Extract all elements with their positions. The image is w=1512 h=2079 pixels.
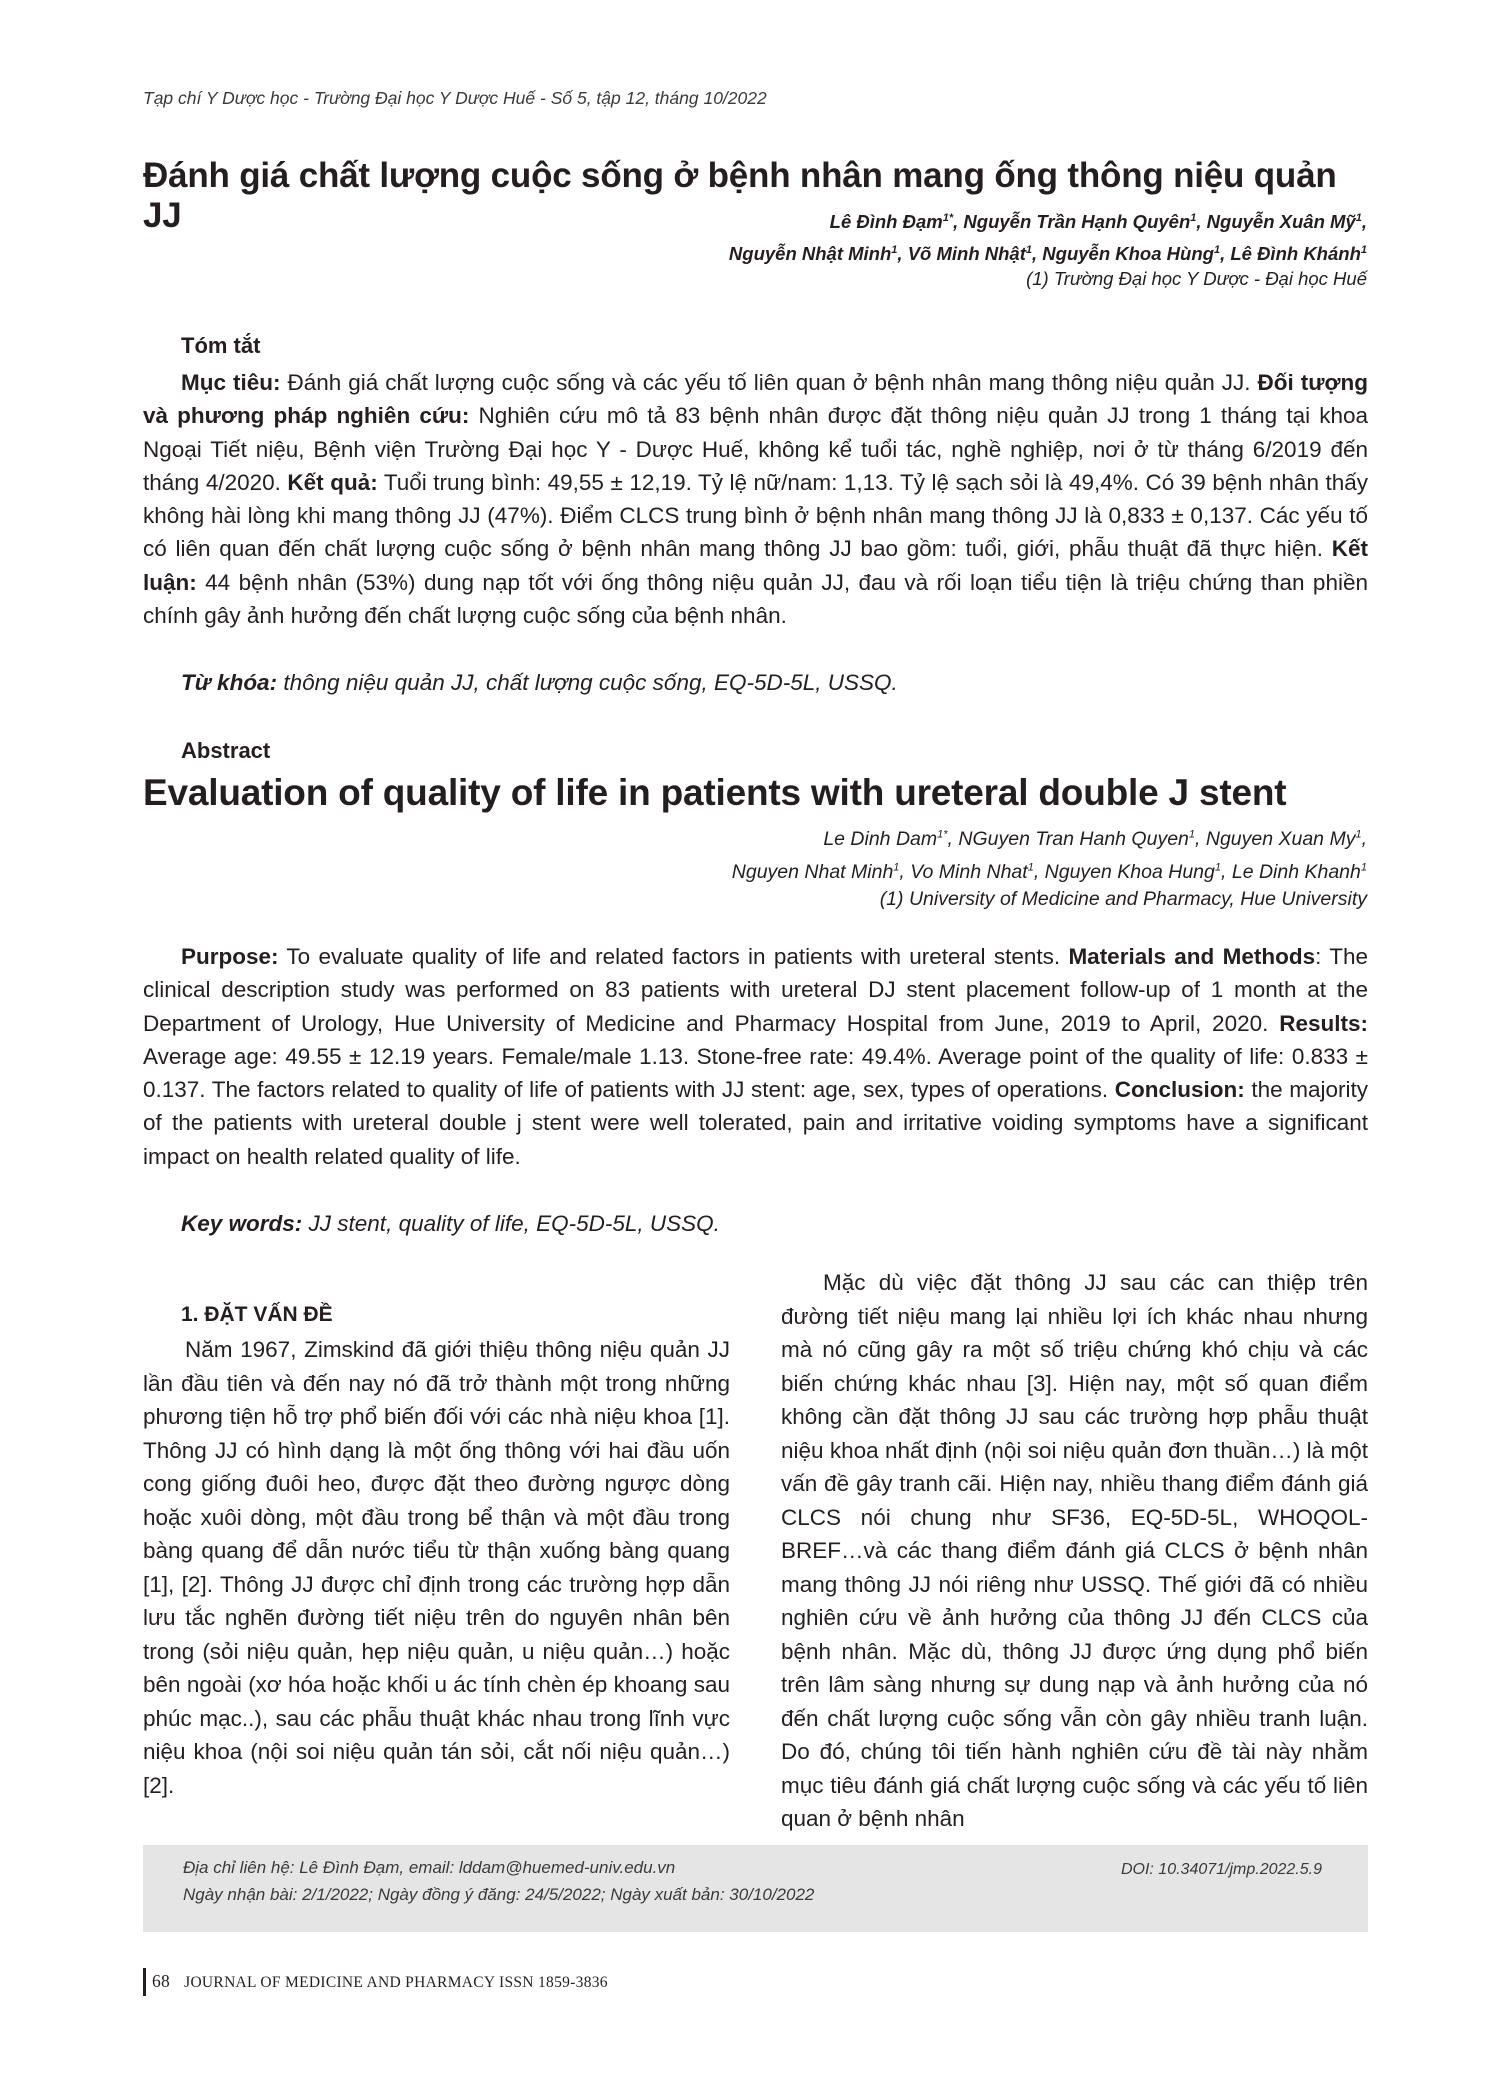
vietnamese-title: Đánh giá chất lượng cuộc sống ở bệnh nhân mang ống thông niệu quản JJ [143,156,1337,235]
vietnamese-abstract [143,366,1368,632]
author-khanh: Lê Đình Khánh$^1$ [1230,243,1367,265]
en-author-quyen: NGuyen Tran Hanh Quyen$^1$ [958,827,1196,850]
en-author-hung: Nguyen Khoa Hung$^1$ [1044,860,1221,883]
results-text: Tuổi trung bình: 49,55 ± 12,19. Tỷ lệ nữ/nam: 1,13. Tỷ lệ sạch sỏi là 49,4%. Có 39 bệnh nhân thấy không hài lòng khi mang thông JJ (47%). Điểm CLCS trung bình ở bệnh nhân mang thông JJ là 0,833 ± 0,137. Các yếu tố có liên quan đến chất lượng cuộc sống ở bệnh nhân mang thông JJ bao gồm: tuổi, giới, phẫu thuật đã thực hiện. [143,469,1368,562]
en-results-text: Average age: 49.55 ± 12.19 years. Female/male 1.13. Stone-free rate: 49.4%. Average point of the quality of life: 0.833 ± 0.137. The factors related to quality of life of patients with JJ stent: age, sex, types of operations. [143,1043,1368,1103]
en-author-dam: Le Dinh Dam$^{1*}$ [823,827,948,850]
page-footer [152,1971,608,1992]
vi-keywords-label: Từ khóa: [181,670,278,695]
vi-authors-line1: Lê Đình Đạm$^{1*}$, Nguyễn Trần Hạnh Quyên$^1$, Nguyễn Xuân Mỹ$^1$, [829,211,1367,233]
page-marker-bar [143,1968,146,1996]
purpose-text: To evaluate quality of life and related factors in patients with ureteral stents. [278,944,1069,969]
methods-text: Nghiên cứu mô tả 83 bệnh nhân được đặt thông niệu quản JJ trong 1 tháng tại khoa Ngoại Tiết niệu, Bệnh viện Trường Đại học Y - Dược Huế, không kể tuổi tác, nghề nghiệp, nơi ở từ tháng 6/2019 đến tháng 4/2020. [143,403,1369,495]
en-author-nhat: Vo Minh Nhat$^1$ [910,860,1034,883]
section1-heading: 1. ĐẶT VẤN ĐỀ [181,1303,333,1326]
en-keywords-label: Key words: [181,1211,303,1236]
author-minh: Nguyễn Nhật Minh$^1$ [728,243,898,265]
en-results-label: Results: [1279,1010,1368,1036]
en-conclusion-text: the majority of the patients with ureteral double j stent were well tolerated, pain and irritative voiding symptoms have a significant impact on health related quality of life. [143,1077,1368,1169]
author-dam: Lê Đình Đạm$^{1*}$ [829,211,954,233]
doi: DOI: 10.34071/jmp.2022.5.9 [1120,1861,1322,1878]
left-paragraph: Năm 1967, Zimskind đã giới thiệu thông niệu quản JJ lần đầu tiên và đến nay nó đã trở thành một trong những phương tiện hỗ trợ phổ biến đối với các nhà niệu khoa [1]. Thông JJ có hình dạng là một ống thông với hai đầu uốn cong giống đuôi heo, được đặt theo đường ngược dòng hoặc xuôi dòng, một đầu trong bể thận và một đầu trong bàng quang để dẫn nước tiểu từ thận xuống bàng quang [1], [2]. Thông JJ được chỉ định trong các trường hợp dẫn lưu tắc nghẽn đường tiết niệu trên do nguyên nhân bên trong (sỏi niệu quản, hẹp niệu quản, u niệu quản…) hoặc bên ngoài (xơ hóa hoặc khối u ác tính chèn ép khoang sau phúc mạc..), sau các phẫu thuật khác nhau trong lĩnh vực niệu khoa (nội soi niệu quản tán sỏi, cắt nối niệu quản…) [2]. [143,1337,730,1798]
right-column [781,1266,1368,1836]
objective-text: Đánh giá chất lượng cuộc sống và các yếu tố liên quan ở bệnh nhân mang thông niệu quản JJ. [280,370,1258,395]
summary-heading: Tóm tắt [181,333,261,358]
methods-label: Đối tượng và phương pháp nghiên cứu: [143,370,1369,429]
contact-info: Địa chỉ liên hệ: Lê Đình Đạm, email: lddam@huemed-univ.edu.vn [183,1858,676,1877]
conclusion-text: 44 bệnh nhân (53%) dung nạp tốt với ống thông niệu quản JJ, đau và rối loạn tiểu tiện là triệu chứng than phiền chính gây ảnh hưởng đến chất lượng cuộc sống của bệnh nhân. [143,569,1368,629]
abstract-heading: Abstract [181,738,271,763]
author-quyen: Nguyễn Trần Hạnh Quyên$^1$ [963,211,1197,233]
vi-authors-line2: Nguyễn Nhật Minh$^1$, Võ Minh Nhật$^1$, Nguyễn Khoa Hùng$^1$, Lê Đình Khánh$^1$ [728,243,1367,265]
conclusion-label: Kết luận: [143,536,1368,595]
english-abstract [143,940,1368,1173]
en-methods-label: Materials and Methods [1068,944,1316,969]
journal-header: Tạp chí Y Dược học - Trường Đại học Y Dược Huế - Số 5, tập 12, tháng 10/2022 [143,88,767,108]
purpose-label: Purpose: [181,944,279,969]
page-number: 68 [152,1971,171,1991]
article-dates: Ngày nhận bài: 2/1/2022; Ngày đồng ý đăng: 24/5/2022; Ngày xuất bản: 30/10/2022 [183,1885,815,1904]
author-nhat: Võ Minh Nhật$^1$ [907,243,1033,265]
en-conclusion-label: Conclusion: [1114,1077,1245,1103]
journal-footer-name: JOURNAL OF MEDICINE AND PHARMACY ISSN 1859-3836 [184,1974,608,1991]
results-label: Kết quả: [287,469,378,495]
en-author-my: Nguyen Xuan My$^1$ [1205,827,1362,850]
right-paragraph: Mặc dù việc đặt thông JJ sau các can thiệp trên đường tiết niệu mang lại nhiều lợi ích khác nhau nhưng mà nó cũng gây ra một số triệu chứng khó chịu và các biến chứng khác nhau [3]. Hiện nay, một số quan điểm không cần đặt thông JJ sau các trường hợp phẫu thuật niệu khoa nhất định (nội soi niệu quản đơn thuần…) là một vấn đề gây tranh cãi. Hiện nay, nhiều thang điểm đánh giá CLCS nói chung như SF36, EQ-5D-5L, WHOQOL-BREF…và các thang điểm đánh giá CLCS ở bệnh nhân mang thông JJ nói riêng như USSQ. Thế giới đã có nhiều nghiên cứu về ảnh hưởng của thông JJ đến CLCS của bệnh nhân. Mặc dù, thông JJ được ứng dụng phổ biến trên lâm sàng nhưng sự dung nạp và ảnh hưởng của nó đến chất lượng cuộc sống vẫn còn gây nhiều tranh luận. Do đó, chúng tôi tiến hành nghiên cứu đề tài này nhằm mục tiêu đánh giá chất lượng cuộc sống và các yếu tố liên quan ở bệnh nhân [781,1270,1368,1831]
vi-affiliation: (1) Trường Đại học Y Dược - Đại học Huế [1026,268,1367,289]
en-authors-line2: Nguyen Nhat Minh$^1$, Vo Minh Nhat$^1$, Nguyen Khoa Hung$^1$, Le Dinh Khanh$^1$ [731,860,1367,883]
en-keywords-text: JJ stent, quality of life, EQ-5D-5L, USSQ. [302,1211,720,1236]
author-my: Nguyễn Xuân Mỹ$^1$ [1206,211,1362,233]
en-author-khanh: Le Dinh Khanh$^1$ [1231,860,1367,883]
en-affiliation: (1) University of Medicine and Pharmacy, Hue University [879,888,1367,910]
objective-label: Mục tiêu: [181,370,281,395]
en-keywords [181,1207,1368,1240]
left-column [143,1333,730,1802]
en-methods-text: : The clinical description study was performed on 83 patients with ureteral DJ stent placement follow-up of 1 month at the Department of Urology, Hue University of Medicine and Pharmacy Hospital from June, 2019 to April, 2020. [143,944,1368,1036]
en-authors-line1: Le Dinh Dam$^{1*}$, NGuyen Tran Hanh Quyen$^1$, Nguyen Xuan My$^1$, [823,827,1367,850]
vi-keywords-text: thông niệu quản JJ, chất lượng cuộc sống, EQ-5D-5L, USSQ. [277,670,898,695]
en-author-minh: Nguyen Nhat Minh$^1$ [731,860,900,883]
vi-keywords [181,666,1368,699]
english-title: Evaluation of quality of life in patients with ureteral double J stent [143,772,1287,813]
author-hung: Nguyễn Khoa Hùng$^1$ [1042,243,1221,265]
